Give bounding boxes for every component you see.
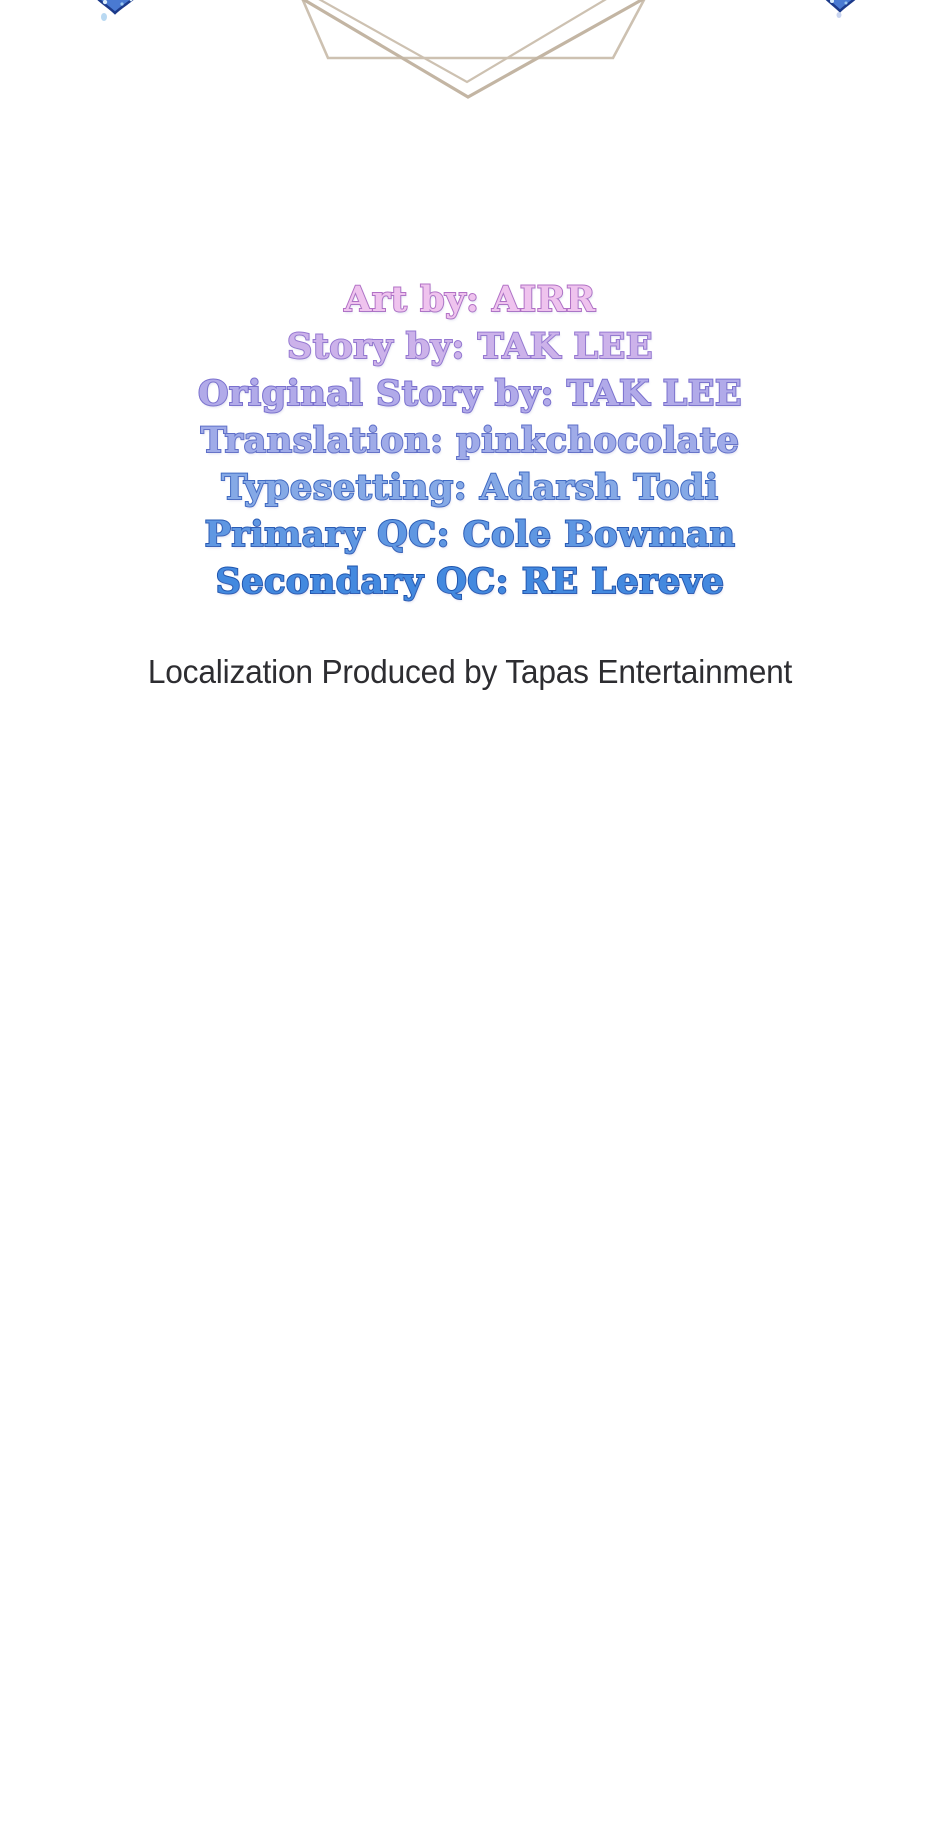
localization-credit: Localization Produced by Tapas Entertainment: [147, 653, 793, 690]
credit-art: Art by: AIRR: [344, 279, 596, 320]
ornament-outer-v: [301, 0, 645, 97]
crystal-drip-left: [101, 13, 107, 21]
crystal-drip-right: [837, 12, 842, 18]
crystal-petal-right-icon: [820, 0, 862, 18]
credit-secondary-qc: Secondary QC: RE Lereve: [215, 561, 725, 602]
credit-primary-qc: Primary QC: Cole Bowman: [204, 514, 736, 555]
top-decoration: [0, 0, 940, 140]
credits-block: [0, 276, 940, 605]
chevron-ornament-icon: [301, 0, 645, 97]
credit-story: Story by: TAK LEE: [286, 326, 654, 367]
credit-typesetting: Typesetting: Adarsh Todi: [221, 467, 719, 508]
ornament-inner-v: [317, 0, 608, 82]
crystal-petal-left-icon: [92, 0, 140, 21]
credit-translation: Translation: pinkchocolate: [200, 420, 740, 461]
credit-original-story: Original Story by: TAK LEE: [197, 373, 743, 414]
